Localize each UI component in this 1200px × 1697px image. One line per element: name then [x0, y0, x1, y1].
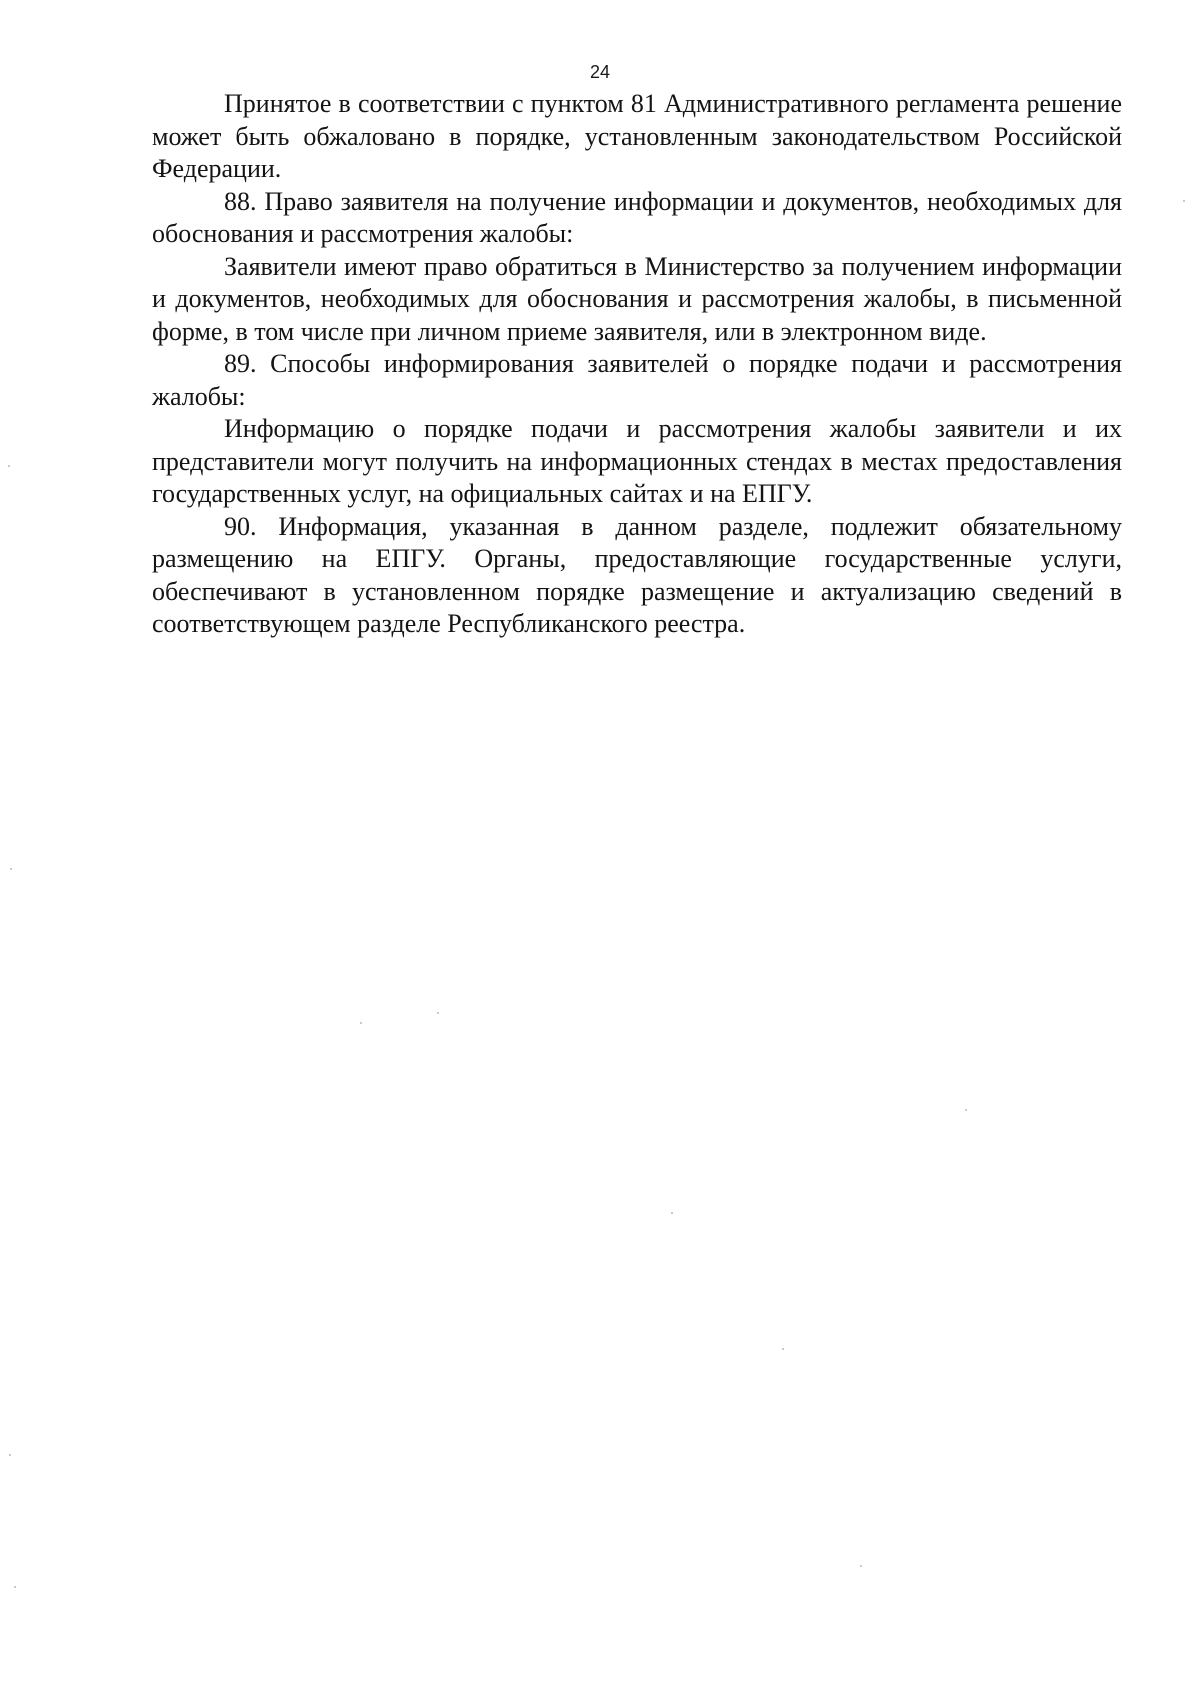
scan-speck — [965, 1109, 967, 1111]
paragraph-appeal-decision: Принятое в соответствии с пунктом 81 Административного регламента решение может быть обжаловано в порядке, установленным законодательством Российской Федерации. — [152, 89, 1122, 183]
scan-speck — [360, 1022, 362, 1024]
scan-speck — [9, 1454, 11, 1456]
scan-speck — [860, 1565, 862, 1567]
paragraph-89-heading: 89. Способы информирования заявителей о порядке подачи и рассмотрения жалобы: — [152, 349, 1122, 411]
page-number: 24 — [589, 62, 611, 82]
scan-speck — [437, 1012, 439, 1014]
paragraph-90: 90. Информация, указанная в данном разделе, подлежит обязательному размещению на ЕПГУ. Органы, предоставляющие государственные услуги, обеспечивают в установленном порядке размещение и актуализацию сведений в соответствующем разделе Республиканского реестра. — [152, 511, 1122, 638]
scan-speck — [782, 1348, 784, 1350]
scan-speck — [14, 1586, 16, 1588]
paragraph-89-text: Информацию о порядке подачи и рассмотрения жалобы заявители и их представители могут получить на информационных стендах в местах предоставления государственных услуг, на официальных сайтах и на ЕПГУ. — [152, 414, 1122, 508]
scan-speck — [671, 1212, 673, 1214]
document-body — [152, 88, 1122, 641]
scan-speck — [10, 868, 12, 870]
scan-speck — [8, 465, 10, 467]
paragraph-88-heading: 88. Право заявителя на получение информации и документов, необходимых для обоснования и рассмотрения жалобы: — [152, 186, 1122, 248]
scan-speck — [1183, 200, 1185, 202]
paragraph-88-text: Заявители имеют право обратиться в Министерство за получением информации и документов, необходимых для обоснования и рассмотрения жалобы, в письменной форме, в том числе при личном приеме заявителя, или в электронном виде. — [152, 251, 1122, 346]
